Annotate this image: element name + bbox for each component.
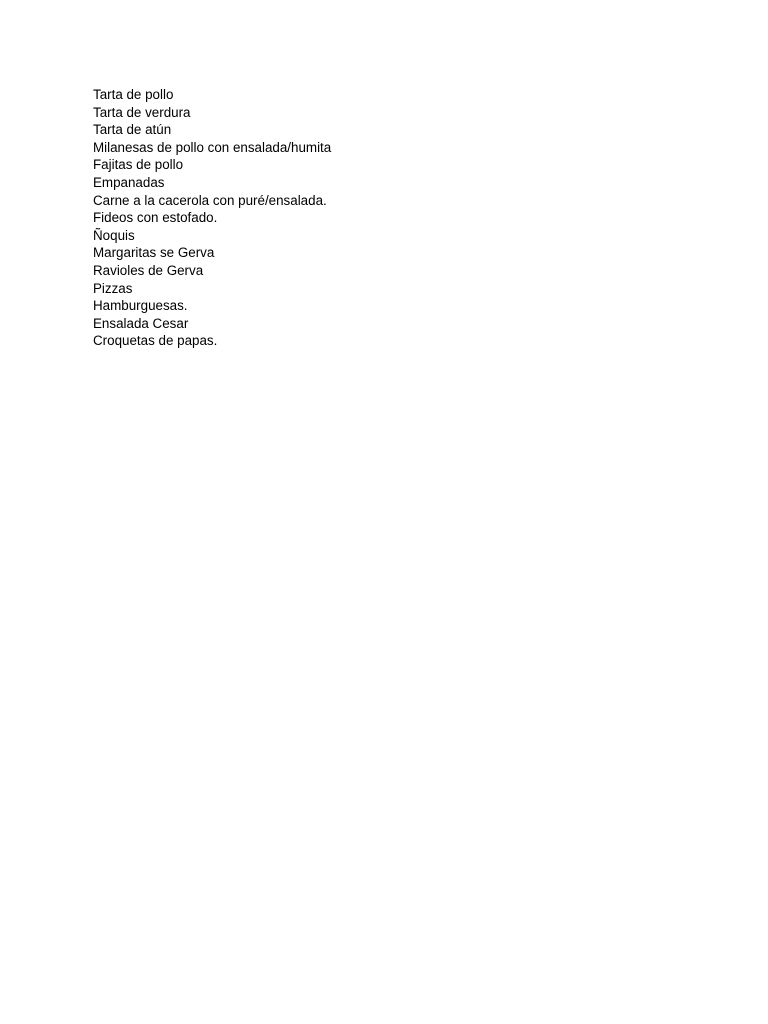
list-item: Pizzas (93, 280, 133, 296)
list-item: Empanadas (93, 174, 165, 190)
list-item: Fideos con estofado. (93, 210, 218, 226)
list-item: Tarta de pollo (93, 87, 174, 102)
list-item: Milanesas de pollo con ensalada/humita (93, 139, 332, 155)
list-item: Tarta de atún (93, 122, 172, 138)
list-item: Fajitas de pollo (93, 157, 184, 173)
list-item: Croquetas de papas. (93, 333, 218, 349)
list-item: Margaritas se Gerva (93, 245, 215, 261)
list-item: Ñoquis (93, 227, 135, 243)
list-item: Carne a la cacerola con puré/ensalada. (93, 192, 327, 208)
list-item: Ensalada Cesar (93, 315, 189, 331)
list-item: Hamburguesas. (93, 298, 188, 314)
list-item: Tarta de verdura (93, 104, 191, 120)
dish-list (93, 86, 331, 350)
list-item: Ravioles de Gerva (93, 262, 204, 278)
